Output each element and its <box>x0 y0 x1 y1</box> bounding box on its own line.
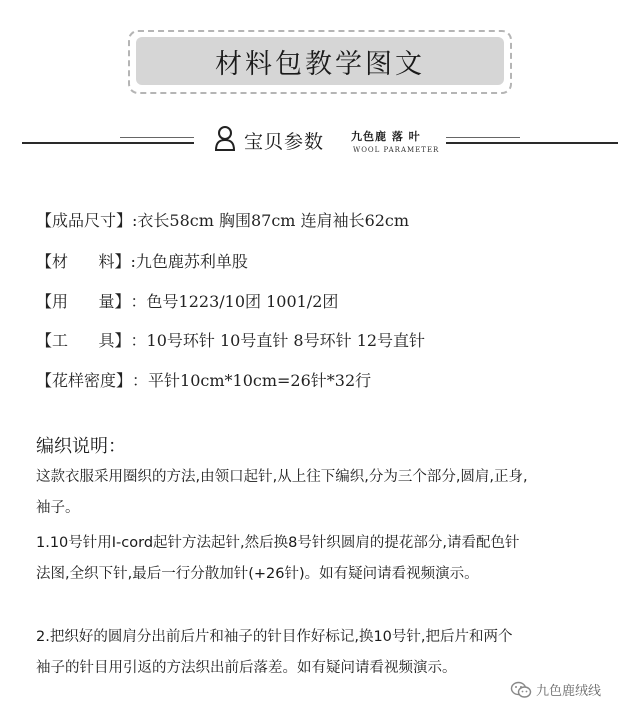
param-row-tools <box>36 328 425 351</box>
divider-right-thin <box>446 137 520 138</box>
param-label: 【工 具】 <box>36 331 131 350</box>
divider-left-thin <box>120 137 194 138</box>
param-row-gauge <box>36 368 371 391</box>
wechat-icon <box>510 681 532 699</box>
param-label: 【花样密度】 <box>36 371 133 390</box>
description-heading: 编织说明： <box>36 436 126 457</box>
param-label: 【用 量】 <box>36 292 131 311</box>
title-banner <box>136 37 504 85</box>
description-line: 这款衣服采用圈织的方法,由领口起针,从上往下编织,分为三个部分,圆肩,正身, <box>36 469 528 485</box>
description-line: 袖子的针目用引返的方法织出前后落差。如有疑问请看视频演示。 <box>36 660 457 676</box>
divider-left <box>22 142 194 144</box>
param-row-material <box>36 249 248 272</box>
description-line: 袖子。 <box>36 500 80 516</box>
description-line: 2.把织好的圆肩分出前后片和袖子的针目作好标记,换10号针,把后片和两个 <box>36 629 513 645</box>
param-label: 【材 料】 <box>36 252 131 271</box>
section-subtitle: WOOL PARAMETER <box>353 146 440 154</box>
param-row-amount <box>36 289 338 312</box>
watermark <box>510 680 601 699</box>
section-title: 宝贝参数 <box>244 131 325 153</box>
description-line: 法图,全织下针,最后一行分散加针(+26针)。如有疑问请看视频演示。 <box>36 566 479 582</box>
param-value: ：色号1223/10团 1001/2团 <box>130 292 339 311</box>
page-title: 材料包教学图文 <box>215 48 425 80</box>
person-icon <box>214 125 236 151</box>
param-value: :衣长58cm 胸围87cm 连肩袖长62cm <box>132 211 410 230</box>
param-value: :九色鹿苏利单股 <box>130 252 248 271</box>
param-value: ：10号环针 10号直针 8号环针 12号直针 <box>130 331 426 350</box>
divider-right <box>446 142 618 144</box>
watermark-text: 九色鹿绒线 <box>536 684 602 699</box>
section-brand: 九色鹿 落 叶 <box>351 130 421 143</box>
param-value: ：平针10cm*10cm=26针*32行 <box>132 371 372 390</box>
param-label: 【成品尺寸】 <box>36 211 133 230</box>
description-line: 1.10号针用I-cord起针方法起针,然后换8号针织圆肩的提花部分,请看配色针 <box>36 535 520 551</box>
param-row-size <box>36 208 409 231</box>
